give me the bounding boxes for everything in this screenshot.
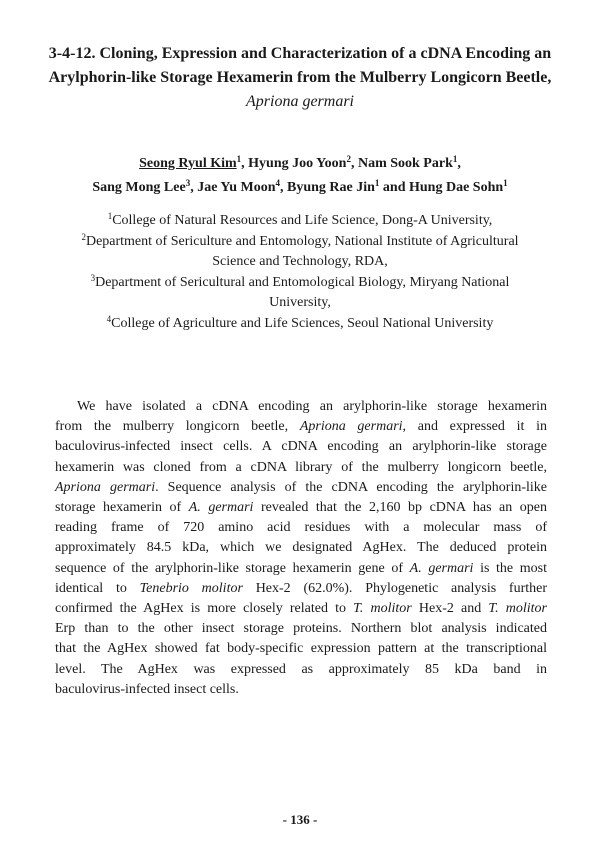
author-name: Sang Mong Lee bbox=[92, 180, 186, 195]
affiliation-2: $^2$Department of Sericulture and Entomology, National Institute of Agricultural bbox=[81, 231, 519, 249]
paper-title bbox=[40, 42, 560, 114]
abstract-line: sequence of the arylphorin-like storage hexamerin gene of A. germari is the most bbox=[55, 560, 547, 576]
abstract-line: level. The AgHex was expressed as approximately 85 kDa band in bbox=[55, 661, 547, 677]
author-sep: and bbox=[379, 180, 409, 195]
author-name: Hyung Joo Yoon bbox=[248, 156, 347, 171]
author-sep: , bbox=[457, 156, 461, 171]
author-name: Byung Rae Jin bbox=[287, 180, 375, 195]
abstract-line: reading frame of 720 amino acid residues with a molecular mass of bbox=[55, 520, 547, 536]
abstract-body bbox=[55, 397, 547, 700]
author-name: Nam Sook Park bbox=[357, 156, 453, 171]
abstract-line: confirmed the AgHex is more closely related to T. molitor Hex-2 and T. molitor bbox=[55, 601, 548, 617]
abstract-line: Erp than to the other insect storage proteins. Northern blot analysis indicated bbox=[55, 621, 547, 637]
affiliation-3: $^3$Department of Sericultural and Entomological Biology, Miryang National bbox=[90, 272, 510, 290]
title-line-1: 3-4-12. Cloning, Expression and Characterization of a cDNA Encoding an bbox=[48, 45, 552, 62]
author-list bbox=[30, 152, 570, 200]
author-name: Hung Dae Sohn bbox=[409, 180, 504, 195]
title-line-3-species: Apriona germari bbox=[246, 93, 354, 110]
author-affil-sup: 3 bbox=[185, 178, 191, 188]
author-affil-sup: 1 bbox=[374, 178, 380, 188]
author-sep: , bbox=[350, 156, 358, 171]
affiliation-1: $^1$College of Natural Resources and Life Science, Dong-A University, bbox=[107, 211, 493, 228]
affiliation-3-cont: University, bbox=[269, 295, 331, 310]
author-sep: , bbox=[241, 156, 249, 171]
author-name: Jae Yu Moon bbox=[197, 180, 276, 195]
abstract-line: approximately 84.5 kDa, which we designated AgHex. The deduced protein bbox=[55, 540, 547, 556]
affiliation-2-cont: Science and Technology, RDA, bbox=[212, 254, 388, 269]
abstract-line: baculovirus-infected insect cells. A cDNA encoding an arylphorin-like storage bbox=[55, 439, 547, 455]
affiliation-4: $^4$College of Agriculture and Life Sciences, Seoul National University bbox=[106, 313, 494, 331]
page-number: - 136 - bbox=[282, 812, 318, 827]
abstract-line: Apriona germari. Sequence analysis of the cDNA encoding the arylphorin-like bbox=[55, 479, 547, 495]
author-sep: , bbox=[280, 180, 287, 195]
author-sep: , bbox=[190, 180, 198, 195]
abstract-line: We have isolated a cDNA encoding an arylphorin-like storage hexamerin bbox=[77, 399, 547, 414]
author-affil-sup: 1 bbox=[236, 154, 242, 164]
abstract-line: from the mulberry longicorn beetle, Apriona germari, and expressed it in bbox=[55, 419, 547, 435]
author-affil-sup: 2 bbox=[346, 154, 351, 164]
title-line-2: Arylphorin-like Storage Hexamerin from the Mulberry Longicorn Beetle, bbox=[48, 69, 552, 86]
author-line-2 bbox=[30, 176, 570, 200]
author-name: Seong Ryul Kim bbox=[139, 156, 237, 171]
author-affil-sup: 1 bbox=[452, 154, 458, 164]
author-affil-sup: 1 bbox=[503, 178, 508, 188]
abstract-line: storage hexamerin of A. germari revealed that the 2,160 bp cDNA has an open bbox=[55, 500, 547, 516]
affiliation-list bbox=[40, 211, 560, 334]
author-line-1 bbox=[30, 152, 570, 176]
abstract-line: hexamerin was cloned from a cDNA library of the mulberry longicorn beetle, bbox=[55, 459, 547, 475]
abstract-line: identical to Tenebrio molitor Hex-2 (62.0%). Phylogenetic analysis further bbox=[55, 580, 548, 596]
abstract-line: baculovirus-infected insect cells. bbox=[55, 681, 239, 697]
abstract-line: that the AgHex showed fat body-specific expression pattern at the transcriptional bbox=[55, 641, 547, 657]
author-affil-sup: 4 bbox=[275, 178, 280, 188]
